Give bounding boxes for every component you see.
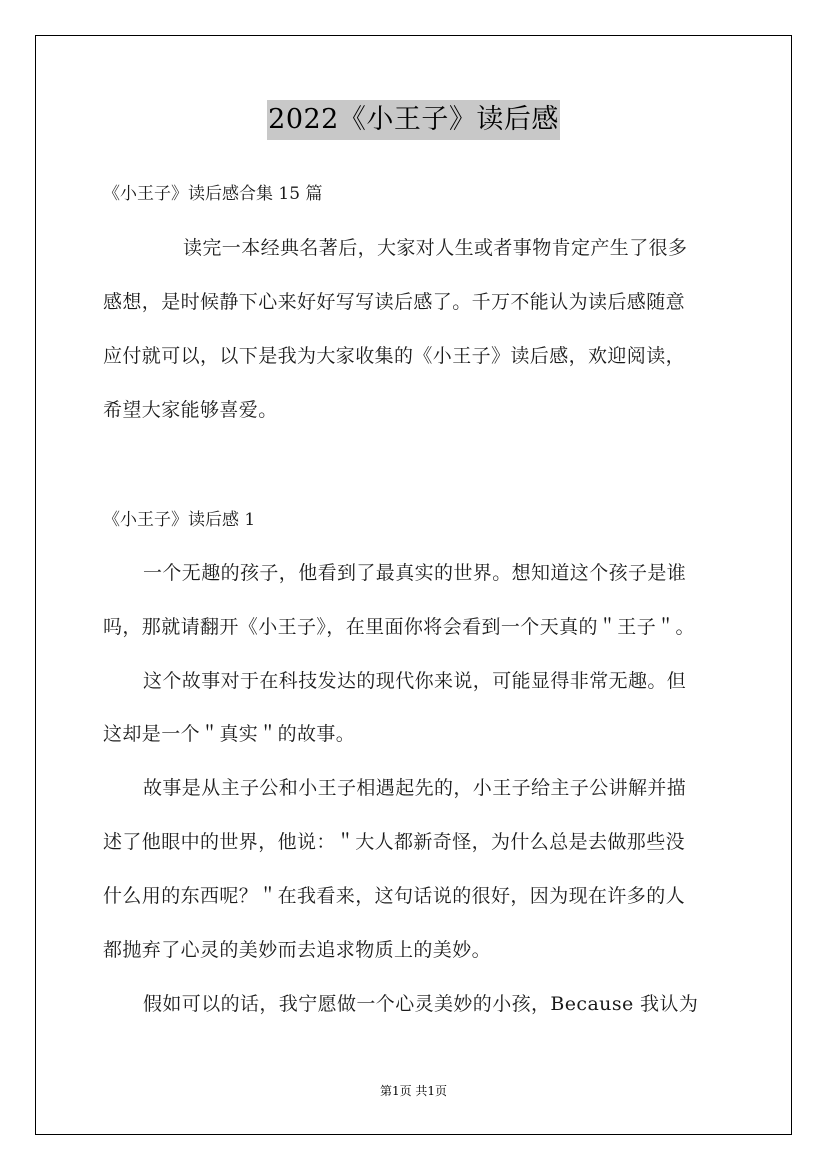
body-line: 都抛弃了心灵的美妙而去追求物质上的美妙。 bbox=[103, 939, 492, 961]
body-line: 假如可以的话，我宁愿做一个心灵美妙的小孩，Because 我认为 bbox=[143, 993, 699, 1015]
document-title: 2022《小王子》读后感 bbox=[267, 100, 560, 140]
body-line: 什么用的东西呢？＂在我看来，这句话说的很好，因为现在许多的人 bbox=[103, 885, 686, 907]
intro-line: 应付就可以，以下是我为大家收集的《小王子》读后感，欢迎阅读， bbox=[103, 345, 686, 367]
page-footer: 第1页 共1页 bbox=[379, 1084, 448, 1098]
document-title-container bbox=[0, 100, 827, 140]
body-line: 一个无趣的孩子，他看到了最真实的世界。想知道这个孩子是谁 bbox=[143, 562, 687, 584]
intro-line: 希望大家能够喜爱。 bbox=[103, 399, 278, 421]
body-line: 这个故事对于在科技发达的现代你来说，可能显得非常无趣。但 bbox=[143, 670, 687, 692]
intro-line: 感想，是时候静下心来好好写写读后感了。千万不能认为读后感随意 bbox=[103, 291, 686, 313]
section-heading: 《小王子》读后感 1 bbox=[103, 510, 256, 530]
intro-line: 读完一本经典名著后，大家对人生或者事物肯定产生了很多 bbox=[183, 237, 688, 259]
body-line: 故事是从主子公和小王子相遇起先的，小王子给主子公讲解并描 bbox=[143, 777, 687, 799]
body-line: 吗，那就请翻开《小王子》，在里面你将会看到一个天真的＂王子＂。 bbox=[103, 616, 695, 638]
body-line: 这却是一个＂真实＂的故事。 bbox=[103, 723, 356, 745]
document-subtitle: 《小王子》读后感合集 15 篇 bbox=[103, 184, 323, 204]
body-line: 述了他眼中的世界，他说：＂大人都新奇怪，为什么总是去做那些没 bbox=[103, 831, 686, 853]
